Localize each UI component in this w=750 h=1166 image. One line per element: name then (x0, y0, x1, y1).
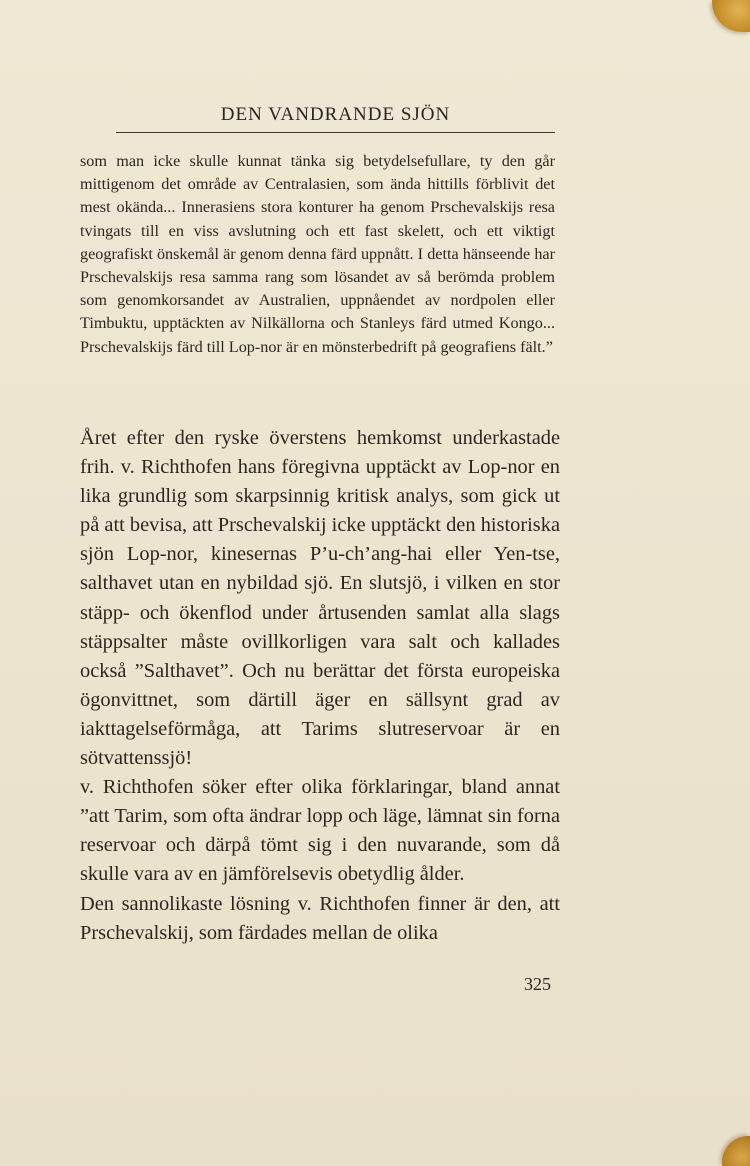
block-quote: som man icke skulle kunnat tänka sig betydelsefullare, ty den går mittigenom det område av Centralasien, som ända hittills förblivit det mest okända... Innerasiens stora konturer ha genom Prschevalskijs resa tvingats till en viss avslutning och ett fast skelett, och ett viktigt geografiskt önskemål är genom denna färd uppnått. I detta hänseende har Prschevalskijs resa samma rang som lösandet av så berömda problem som genomkorsandet av Australien, uppnåendet av nordpolen eller Timbuktu, upptäckten av Nilkällorna och Stanleys färd utmed Kongo... Prschevalskijs färd till Lop-nor är en mönsterbedrift på geografiens fält.” (80, 152, 555, 356)
page-tab-marker (712, 0, 750, 32)
header-rule (116, 132, 555, 133)
page-number: 325 (524, 974, 551, 994)
page-tab-marker-bottom (722, 1136, 750, 1166)
paragraph-1: Året efter den ryske överstens hemkomst underkastade frih. v. Richthofen hans föregivna upptäckt av Lop-nor en lika grundlig som skarpsinnig kritisk analys, som gick ut på att bevisa, att Prschevalskij icke upptäckt den historiska sjön Lop-nor, kinesernas P’u-ch’ang-hai eller Yen-tse, salthavet utan en nybildad sjö. En slutsjö, i vilken en stor stäpp- och ökenflod under årtusenden samlat alla slags stäppsalter måste ovillkorligen vara salt och kallades också ”Salthavet”. Och nu berättar det första europeiska ögonvittnet, som därtill äger en sällsynt grad av iakttagelseförmåga, att Tarims slutreservoar är en sötvattenssjö! (80, 427, 560, 770)
running-header: DEN VANDRANDE SJÖN (220, 104, 451, 125)
paragraph-2: v. Richthofen söker efter olika förklaringar, bland annat ”att Tarim, som ofta ändrar lopp och läge, lämnat sin forna reservoar och därpå tömt sig i den nuvarande, som då skulle vara av en jämförelsevis obetydlig ålder. (80, 776, 560, 886)
paragraph-3: Den sannolikaste lösning v. Richthofen finner är den, att Prschevalskij, som färdades mellan de olika (80, 892, 560, 944)
body-text (80, 424, 560, 948)
